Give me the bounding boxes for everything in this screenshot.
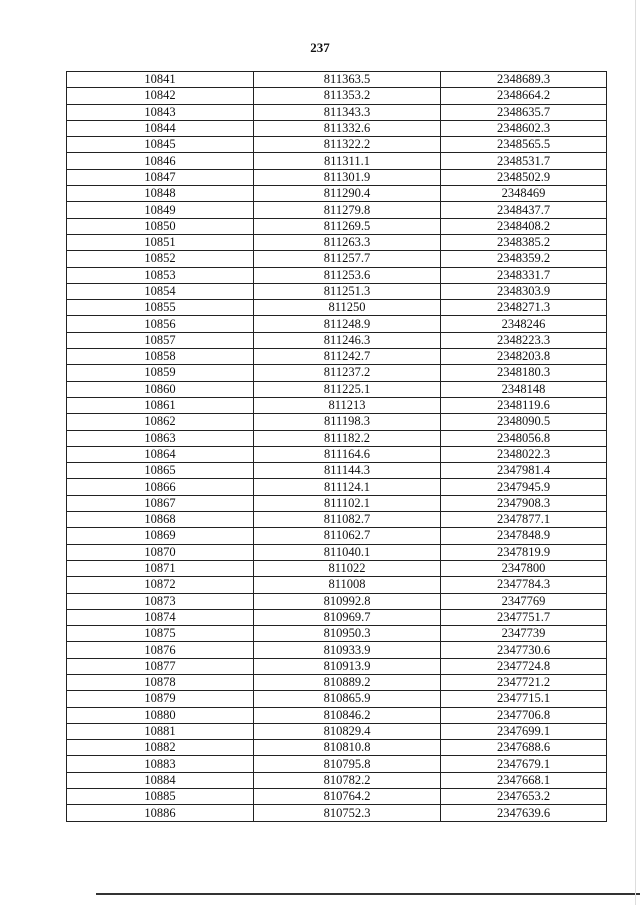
x-coordinate-cell: 811269.5 <box>254 218 441 234</box>
y-coordinate-cell: 2347877.1 <box>441 512 607 528</box>
x-coordinate-cell: 811363.5 <box>254 72 441 88</box>
page-number: 237 <box>310 40 330 55</box>
point-id-cell: 10885 <box>67 789 254 805</box>
table-row <box>67 186 607 202</box>
y-coordinate-cell: 2347715.1 <box>441 691 607 707</box>
table-row <box>67 169 607 185</box>
x-coordinate-cell: 810810.8 <box>254 740 441 756</box>
y-coordinate-cell: 2347721.2 <box>441 674 607 690</box>
point-id-cell: 10866 <box>67 479 254 495</box>
x-coordinate-cell: 811311.1 <box>254 153 441 169</box>
point-id-cell: 10841 <box>67 72 254 88</box>
y-coordinate-cell: 2347668.1 <box>441 772 607 788</box>
x-coordinate-cell: 810913.9 <box>254 658 441 674</box>
point-id-cell: 10872 <box>67 577 254 593</box>
x-coordinate-cell: 811082.7 <box>254 512 441 528</box>
y-coordinate-cell: 2347908.3 <box>441 495 607 511</box>
point-id-cell: 10844 <box>67 120 254 136</box>
point-id-cell: 10882 <box>67 740 254 756</box>
table-row <box>67 642 607 658</box>
point-id-cell: 10849 <box>67 202 254 218</box>
x-coordinate-cell: 810846.2 <box>254 707 441 723</box>
point-id-cell: 10860 <box>67 381 254 397</box>
y-coordinate-cell: 2348148 <box>441 381 607 397</box>
x-coordinate-cell: 811237.2 <box>254 365 441 381</box>
table-row <box>67 723 607 739</box>
point-id-cell: 10875 <box>67 626 254 642</box>
y-coordinate-cell: 2348303.9 <box>441 283 607 299</box>
table-row <box>67 397 607 413</box>
point-id-cell: 10854 <box>67 283 254 299</box>
table-row <box>67 707 607 723</box>
table-row <box>67 756 607 772</box>
y-coordinate-cell: 2348056.8 <box>441 430 607 446</box>
y-coordinate-cell: 2348223.3 <box>441 332 607 348</box>
table-row <box>67 512 607 528</box>
table-row <box>67 577 607 593</box>
point-id-cell: 10867 <box>67 495 254 511</box>
point-id-cell: 10880 <box>67 707 254 723</box>
y-coordinate-cell: 2347739 <box>441 626 607 642</box>
point-id-cell: 10874 <box>67 609 254 625</box>
point-id-cell: 10855 <box>67 300 254 316</box>
y-coordinate-cell: 2347848.9 <box>441 528 607 544</box>
point-id-cell: 10870 <box>67 544 254 560</box>
point-id-cell: 10851 <box>67 234 254 250</box>
point-id-cell: 10884 <box>67 772 254 788</box>
y-coordinate-cell: 2347639.6 <box>441 805 607 821</box>
point-id-cell: 10886 <box>67 805 254 821</box>
table-row <box>67 544 607 560</box>
table-row <box>67 691 607 707</box>
y-coordinate-cell: 2348502.9 <box>441 169 607 185</box>
table-row <box>67 72 607 88</box>
page-edge <box>635 0 636 905</box>
point-id-cell: 10848 <box>67 186 254 202</box>
x-coordinate-cell: 810795.8 <box>254 756 441 772</box>
table-row <box>67 560 607 576</box>
y-coordinate-cell: 2348119.6 <box>441 397 607 413</box>
table-row <box>67 365 607 381</box>
point-id-cell: 10881 <box>67 723 254 739</box>
table-row <box>67 316 607 332</box>
table-row <box>67 153 607 169</box>
table-row <box>67 234 607 250</box>
y-coordinate-cell: 2347981.4 <box>441 463 607 479</box>
y-coordinate-cell: 2348385.2 <box>441 234 607 250</box>
point-id-cell: 10873 <box>67 593 254 609</box>
x-coordinate-cell: 810992.8 <box>254 593 441 609</box>
table-row <box>67 528 607 544</box>
x-coordinate-cell: 811144.3 <box>254 463 441 479</box>
x-coordinate-cell: 810933.9 <box>254 642 441 658</box>
x-coordinate-cell: 811301.9 <box>254 169 441 185</box>
point-id-cell: 10857 <box>67 332 254 348</box>
y-coordinate-cell: 2348246 <box>441 316 607 332</box>
x-coordinate-cell: 811198.3 <box>254 414 441 430</box>
x-coordinate-cell: 811343.3 <box>254 104 441 120</box>
x-coordinate-cell: 811290.4 <box>254 186 441 202</box>
point-id-cell: 10847 <box>67 169 254 185</box>
x-coordinate-cell: 810889.2 <box>254 674 441 690</box>
y-coordinate-cell: 2347945.9 <box>441 479 607 495</box>
x-coordinate-cell: 811022 <box>254 560 441 576</box>
table-row <box>67 349 607 365</box>
x-coordinate-cell: 811182.2 <box>254 430 441 446</box>
x-coordinate-cell: 810865.9 <box>254 691 441 707</box>
table-row <box>67 772 607 788</box>
y-coordinate-cell: 2347784.3 <box>441 577 607 593</box>
x-coordinate-cell: 811102.1 <box>254 495 441 511</box>
y-coordinate-cell: 2348359.2 <box>441 251 607 267</box>
table-row <box>67 495 607 511</box>
table-row <box>67 218 607 234</box>
y-coordinate-cell: 2348664.2 <box>441 88 607 104</box>
y-coordinate-cell: 2347819.9 <box>441 544 607 560</box>
x-coordinate-cell: 811322.2 <box>254 137 441 153</box>
x-coordinate-cell: 811248.9 <box>254 316 441 332</box>
y-coordinate-cell: 2348180.3 <box>441 365 607 381</box>
point-id-cell: 10868 <box>67 512 254 528</box>
table-row <box>67 300 607 316</box>
table-row <box>67 609 607 625</box>
table-row <box>67 789 607 805</box>
x-coordinate-cell: 811242.7 <box>254 349 441 365</box>
table-row <box>67 593 607 609</box>
y-coordinate-cell: 2348022.3 <box>441 446 607 462</box>
point-id-cell: 10858 <box>67 349 254 365</box>
x-coordinate-cell: 811279.8 <box>254 202 441 218</box>
table-row <box>67 463 607 479</box>
point-id-cell: 10853 <box>67 267 254 283</box>
x-coordinate-cell: 811213 <box>254 397 441 413</box>
point-id-cell: 10861 <box>67 397 254 413</box>
point-id-cell: 10842 <box>67 88 254 104</box>
y-coordinate-cell: 2347724.8 <box>441 658 607 674</box>
table-row <box>67 202 607 218</box>
point-id-cell: 10863 <box>67 430 254 446</box>
table-row <box>67 251 607 267</box>
point-id-cell: 10883 <box>67 756 254 772</box>
table-row <box>67 267 607 283</box>
y-coordinate-cell: 2348203.8 <box>441 349 607 365</box>
table-row <box>67 104 607 120</box>
y-coordinate-cell: 2347653.2 <box>441 789 607 805</box>
table-row <box>67 626 607 642</box>
y-coordinate-cell: 2348408.2 <box>441 218 607 234</box>
table-body <box>67 72 607 822</box>
x-coordinate-cell: 811257.7 <box>254 251 441 267</box>
table-row <box>67 120 607 136</box>
point-id-cell: 10878 <box>67 674 254 690</box>
x-coordinate-cell: 810950.3 <box>254 626 441 642</box>
point-id-cell: 10856 <box>67 316 254 332</box>
point-id-cell: 10871 <box>67 560 254 576</box>
table-row <box>67 740 607 756</box>
y-coordinate-cell: 2347699.1 <box>441 723 607 739</box>
x-coordinate-cell: 811164.6 <box>254 446 441 462</box>
table-row <box>67 332 607 348</box>
y-coordinate-cell: 2347730.6 <box>441 642 607 658</box>
x-coordinate-cell: 810752.3 <box>254 805 441 821</box>
x-coordinate-cell: 811124.1 <box>254 479 441 495</box>
y-coordinate-cell: 2348437.7 <box>441 202 607 218</box>
y-coordinate-cell: 2348090.5 <box>441 414 607 430</box>
y-coordinate-cell: 2348469 <box>441 186 607 202</box>
table-row <box>67 381 607 397</box>
table-row <box>67 414 607 430</box>
table-row <box>67 137 607 153</box>
x-coordinate-cell: 811263.3 <box>254 234 441 250</box>
point-id-cell: 10843 <box>67 104 254 120</box>
point-id-cell: 10879 <box>67 691 254 707</box>
table-row <box>67 805 607 821</box>
x-coordinate-cell: 811253.6 <box>254 267 441 283</box>
point-id-cell: 10862 <box>67 414 254 430</box>
y-coordinate-cell: 2347679.1 <box>441 756 607 772</box>
x-coordinate-cell: 811062.7 <box>254 528 441 544</box>
table-row <box>67 283 607 299</box>
table-row <box>67 658 607 674</box>
table-row <box>67 88 607 104</box>
x-coordinate-cell: 811251.3 <box>254 283 441 299</box>
point-id-cell: 10869 <box>67 528 254 544</box>
x-coordinate-cell: 810829.4 <box>254 723 441 739</box>
point-id-cell: 10846 <box>67 153 254 169</box>
y-coordinate-cell: 2348331.7 <box>441 267 607 283</box>
point-id-cell: 10859 <box>67 365 254 381</box>
table-row <box>67 446 607 462</box>
x-coordinate-cell: 811008 <box>254 577 441 593</box>
x-coordinate-cell: 811353.2 <box>254 88 441 104</box>
x-coordinate-cell: 810764.2 <box>254 789 441 805</box>
y-coordinate-cell: 2348602.3 <box>441 120 607 136</box>
point-id-cell: 10852 <box>67 251 254 267</box>
x-coordinate-cell: 811250 <box>254 300 441 316</box>
coordinates-table <box>66 71 607 822</box>
x-coordinate-cell: 810782.2 <box>254 772 441 788</box>
table-row <box>67 430 607 446</box>
y-coordinate-cell: 2347688.6 <box>441 740 607 756</box>
table-row <box>67 479 607 495</box>
y-coordinate-cell: 2348689.3 <box>441 72 607 88</box>
table-row <box>67 674 607 690</box>
y-coordinate-cell: 2347800 <box>441 560 607 576</box>
point-id-cell: 10877 <box>67 658 254 674</box>
y-coordinate-cell: 2348271.3 <box>441 300 607 316</box>
y-coordinate-cell: 2347706.8 <box>441 707 607 723</box>
point-id-cell: 10850 <box>67 218 254 234</box>
y-coordinate-cell: 2347769 <box>441 593 607 609</box>
y-coordinate-cell: 2348635.7 <box>441 104 607 120</box>
x-coordinate-cell: 811040.1 <box>254 544 441 560</box>
y-coordinate-cell: 2348531.7 <box>441 153 607 169</box>
x-coordinate-cell: 811332.6 <box>254 120 441 136</box>
y-coordinate-cell: 2347751.7 <box>441 609 607 625</box>
point-id-cell: 10864 <box>67 446 254 462</box>
x-coordinate-cell: 810969.7 <box>254 609 441 625</box>
x-coordinate-cell: 811225.1 <box>254 381 441 397</box>
x-coordinate-cell: 811246.3 <box>254 332 441 348</box>
y-coordinate-cell: 2348565.5 <box>441 137 607 153</box>
bottom-rule <box>96 893 640 895</box>
point-id-cell: 10876 <box>67 642 254 658</box>
point-id-cell: 10845 <box>67 137 254 153</box>
point-id-cell: 10865 <box>67 463 254 479</box>
